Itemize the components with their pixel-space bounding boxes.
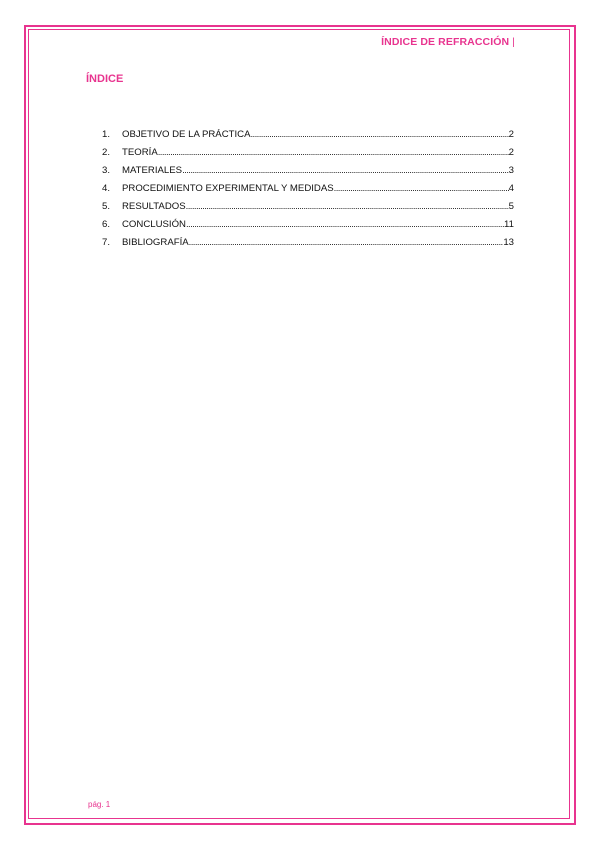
toc-entry-materiales[interactable] (102, 162, 514, 180)
toc-entry-number: 3. (102, 165, 111, 176)
toc-entry-label: BIBLIOGRAFÍA (122, 237, 189, 248)
toc-leader-dots (189, 234, 504, 252)
toc-entry-page: 11 (504, 219, 514, 230)
toc-entry-number: 1. (102, 129, 111, 140)
header-separator: | (512, 36, 515, 48)
toc-entry-page: 2 (508, 147, 514, 158)
index-heading: ÍNDICE (86, 73, 124, 85)
toc-entry-number: 5. (102, 201, 111, 212)
toc-leader-dots (334, 180, 509, 198)
page-number: pág. 1 (88, 800, 111, 809)
toc-entry-number: 2. (102, 147, 111, 158)
toc-entry-label: CONCLUSIÓN (122, 219, 186, 230)
toc-entry-page: 5 (508, 201, 514, 212)
header-title: ÍNDICE DE REFRACCIÓN (381, 36, 510, 48)
toc-entry-number: 4. (102, 183, 111, 194)
toc-entry-label: PROCEDIMIENTO EXPERIMENTAL Y MEDIDAS (122, 183, 334, 194)
toc-leader-dots (158, 144, 509, 162)
toc-entry-conclusion[interactable] (102, 216, 514, 234)
toc-entry-page: 3 (508, 165, 514, 176)
toc-entry-bibliografia[interactable] (102, 234, 514, 252)
toc-leader-dots (182, 162, 509, 180)
toc-leader-dots (186, 216, 504, 234)
toc-entry-label: OBJETIVO DE LA PRÁCTICA (122, 129, 251, 140)
toc-entry-resultados[interactable] (102, 198, 514, 216)
toc-leader-dots (250, 126, 508, 144)
toc-entry-page: 4 (508, 183, 514, 194)
toc-leader-dots (186, 198, 509, 216)
toc-entry-page: 13 (503, 237, 514, 248)
toc-entry-label: RESULTADOS (122, 201, 186, 212)
toc-entry-teoria[interactable] (102, 144, 514, 162)
toc-entry-objetivo[interactable] (102, 126, 514, 144)
table-of-contents (102, 126, 514, 252)
toc-entry-number: 6. (102, 219, 111, 230)
document-header (381, 36, 515, 48)
toc-entry-label: TEORÍA (122, 147, 158, 158)
toc-entry-procedimiento[interactable] (102, 180, 514, 198)
toc-entry-label: MATERIALES (122, 165, 183, 176)
toc-entry-page: 2 (508, 129, 514, 140)
toc-entry-number: 7. (102, 237, 111, 248)
